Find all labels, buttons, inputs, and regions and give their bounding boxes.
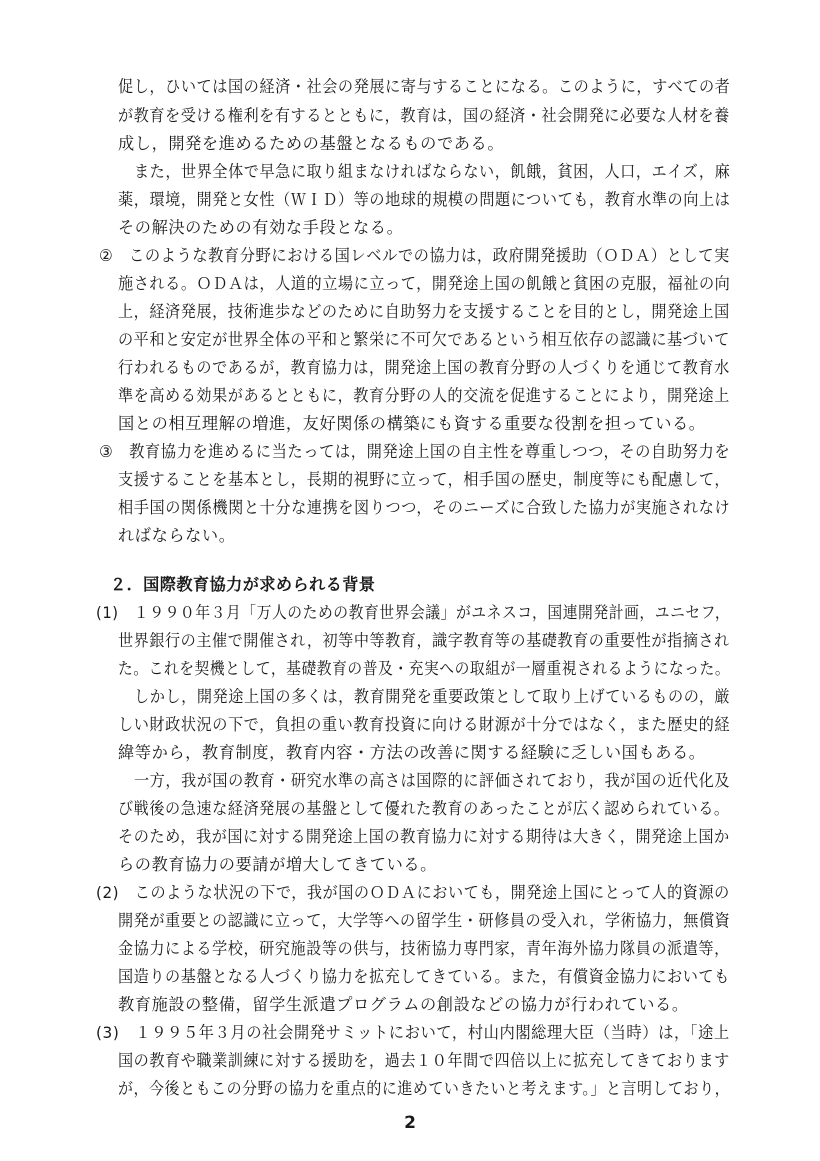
text-line: が，今後ともこの分野の協力を重点的に進めていきたいと考えます。」と言明しており， bbox=[118, 1079, 731, 1098]
text-line: ればならない。 bbox=[118, 526, 236, 545]
text-line: 金協力による学校，研究施設等の供与，技術協力専門家，青年海外協力隊員の派遣等， bbox=[118, 939, 730, 958]
text-line: ② このような教育分野における国レベルでの協力は，政府開発援助（ＯＤＡ）として実 bbox=[99, 246, 730, 265]
text-line: その解決のための有効な手段となる。 bbox=[118, 218, 404, 237]
text-line: た。これを契機として，基礎教育の普及・充実への取組が一層重視されるようになった。 bbox=[118, 659, 731, 678]
text-line: 国の教育や職業訓練に対する援助を，過去１０年間で四倍以上に拡充してきております bbox=[118, 1051, 730, 1070]
text-line: び戦後の急速な経済発展の基盤として優れた教育のあったことが広く認められている。 bbox=[118, 799, 730, 818]
text-line: ③ 教育協力を進めるに当たっては，開発途上国の自主性を尊重しつつ，その自助努力を bbox=[99, 442, 731, 461]
text-line: 準を高める効果があるとともに，教育分野の人的交流を促進することにより，開発途上 bbox=[118, 386, 730, 405]
text-line: 上，経済発展，技術進歩などのために自助努力を支援することを目的とし，開発途上国 bbox=[118, 302, 730, 321]
text-line: 支援することを基本とし，長期的視野に立って，相手国の歴史，制度等にも配慮して， bbox=[118, 470, 731, 489]
text-line: また，世界全体で早急に取り組まなければならない，飢餓，貧困，人口，エイズ，麻 bbox=[134, 162, 731, 181]
section-heading: ２．国際教育協力が求められる背景 bbox=[110, 575, 376, 594]
text-line: (3) １９９５年３月の社会開発サミットにおいて，村山内閣総理大臣（当時）は，「途上 bbox=[96, 1023, 730, 1042]
text-line: 国造りの基盤となる人づくり協力を拡充してきている。また，有償資金協力においても bbox=[118, 967, 730, 986]
text-line: 世界銀行の主催で開催され，初等中等教育，識字教育等の基礎教育の重要性が指摘され bbox=[118, 631, 730, 650]
text-line: 成し，開発を進めるための基盤となるものである。 bbox=[118, 134, 505, 153]
text-line: 薬，環境，開発と女性（ＷＩＤ）等の地球的規模の問題についても，教育水準の向上は bbox=[118, 190, 731, 209]
text-line: らの教育協力の要請が増大してきている。 bbox=[118, 855, 437, 874]
text-line: しい財政状況の下で，負担の重い教育投資に向ける財源が十分ではなく，また歴史的経 bbox=[118, 715, 731, 734]
text-line: 行われるものであるが，教育協力は，開発途上国の教育分野の人づくりを通じて教育水 bbox=[118, 358, 730, 377]
text-line: 開発が重要との認識に立って，大学等への留学生・研修員の受入れ，学術協力，無償資 bbox=[118, 911, 731, 930]
page-number: 2 bbox=[404, 1113, 416, 1133]
text-line: が教育を受ける権利を有するとともに，教育は，国の経済・社会開発に必要な人材を養 bbox=[118, 106, 730, 125]
text-line: の平和と安定が世界全体の平和と繁栄に不可欠であるという相互依存の認識に基づいて bbox=[118, 330, 730, 349]
text-line: 一方，我が国の教育・研究水準の高さは国際的に評価されており，我が国の近代化及 bbox=[134, 771, 730, 790]
text-line: (2) このような状況の下で，我が国のＯＤＡにおいても，開発途上国にとって人的資源の bbox=[96, 883, 730, 902]
text-line: 促し，ひいては国の経済・社会の発展に寄与することになる。このように，すべての者 bbox=[118, 77, 731, 96]
text-line: そのため，我が国に対する開発途上国の教育協力に対する期待は大きく，開発途上国か bbox=[118, 827, 730, 846]
text-line: 緯等から，教育制度，教育内容・方法の改善に関する経験に乏しい国もある。 bbox=[118, 743, 706, 762]
text-line: (1) １９９０年３月「万人のための教育世界会議」がユネスコ，国連開発計画，ユニセフ， bbox=[96, 603, 731, 622]
text-line: しかし，開発途上国の多くは，教育開発を重要政策として取り上げているものの，厳 bbox=[134, 687, 731, 706]
text-line: 国との相互理解の増進，友好関係の構築にも資する重要な役割を担っている。 bbox=[118, 414, 706, 433]
text-line: 施される。ＯＤＡは，人道的立場に立って，開発途上国の飢餓と貧困の克服，福祉の向 bbox=[118, 274, 731, 293]
text-line: 教育施設の整備，留学生派遣プログラムの創設などの協力が行われている。 bbox=[118, 995, 689, 1014]
text-line: 相手国の関係機関と十分な連携を図りつつ，そのニーズに合致した協力が実施されなけ bbox=[118, 498, 731, 517]
